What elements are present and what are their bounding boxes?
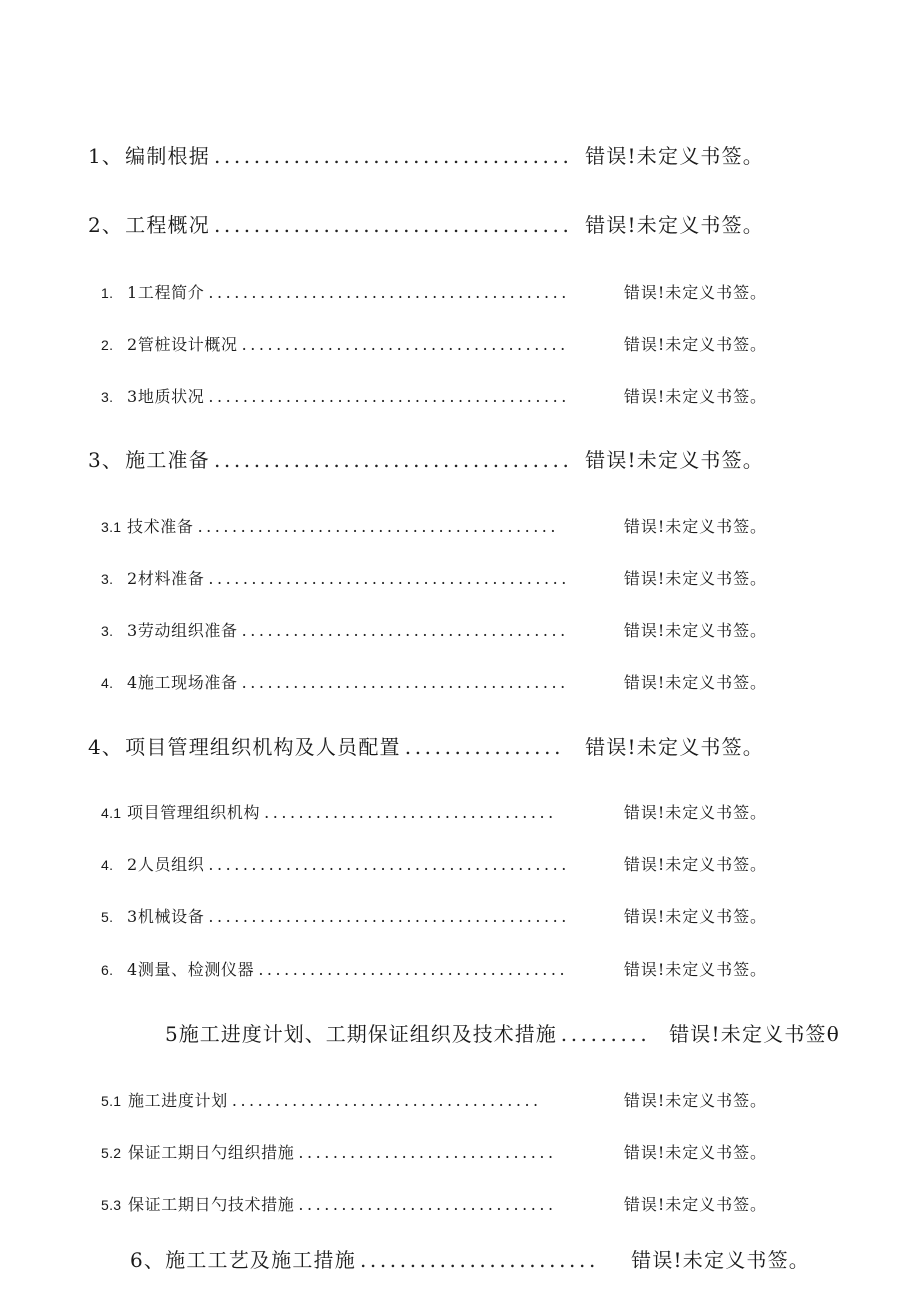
toc-entry-3[interactable]	[88, 444, 764, 473]
toc-entry-4-2[interactable]	[101, 852, 767, 875]
toc-entry-page: 错误!未定义书签。	[623, 517, 767, 536]
toc-entry-number: 3.	[101, 571, 114, 587]
toc-entry-title: 工程概况	[125, 213, 210, 237]
toc-leader-dots: ....................................	[213, 448, 573, 472]
toc-leader-dots: ......................................	[241, 673, 569, 692]
toc-entry-number: 3.	[101, 623, 114, 639]
toc-entry-3-4[interactable]	[101, 670, 767, 693]
toc-entry-title: 保证工期日勺技术措施	[128, 1195, 295, 1214]
toc-entry-page: 错误!未定义书签。	[623, 673, 767, 692]
toc-entry-number: 3.1	[101, 519, 122, 535]
toc-entry-page: 错误!未定义书签。	[623, 387, 767, 406]
toc-entry-title: 保证工期日勺组织措施	[128, 1143, 295, 1162]
toc-entry-number: 4、	[88, 735, 124, 759]
toc-entry-2-2[interactable]	[101, 332, 767, 355]
toc-entry-4-1[interactable]	[101, 800, 767, 823]
toc-entry-title: 项目管理组织机构	[127, 803, 261, 822]
toc-leader-dots: ..................................	[264, 803, 557, 822]
toc-entry-number: 2.	[101, 337, 114, 353]
toc-entry-page: 错误!未定义书签。	[623, 1195, 767, 1214]
toc-entry-page: 错误!未定义书签。	[585, 213, 764, 237]
toc-entry-title: 施工工艺及施工措施	[165, 1248, 356, 1272]
toc-entry-number: 5.	[101, 909, 114, 925]
toc-entry-number: 4.	[101, 857, 114, 873]
toc-entry-page: 错误!未定义书签。	[623, 855, 767, 874]
toc-entry-page: 错误!未定义书签。	[623, 1091, 767, 1110]
toc-entry-title: 4测量、检测仪器	[127, 960, 255, 979]
toc-entry-page: 错误!未定义书签。	[631, 1248, 810, 1272]
toc-entry-page: 错误!未定义书签。	[623, 907, 767, 926]
toc-entry-number: 6.	[101, 962, 114, 978]
toc-entry-5[interactable]	[165, 1018, 840, 1047]
toc-entry-4-3[interactable]	[101, 904, 767, 927]
toc-entry-number: 5.1	[101, 1093, 122, 1109]
toc-entry-4[interactable]	[88, 731, 764, 760]
toc-leader-dots: ..............................	[298, 1143, 557, 1162]
toc-entry-title: 3劳动组织准备	[127, 621, 238, 640]
toc-leader-dots: ....................................	[231, 1091, 542, 1110]
toc-leader-dots: ..........................................	[208, 907, 570, 926]
toc-leader-dots: ..........................................	[208, 387, 570, 406]
toc-entry-page: 错误!未定义书签。	[623, 803, 767, 822]
toc-entry-page: 错误!未定义书签。	[623, 283, 767, 302]
toc-entry-6[interactable]	[130, 1244, 810, 1273]
toc-entry-number: 5.3	[101, 1197, 122, 1213]
toc-leader-dots: ..........................................	[208, 569, 570, 588]
toc-entry-title: 3机械设备	[127, 907, 205, 926]
toc-entry-number: 1.	[101, 285, 114, 301]
toc-entry-title: 施工进度计划、工期保证组织及技术措施	[178, 1022, 557, 1046]
toc-entry-2-3[interactable]	[101, 384, 767, 407]
toc-entry-number: 4.1	[101, 805, 122, 821]
toc-entry-5-3[interactable]	[101, 1192, 767, 1215]
toc-entry-number: 5.2	[101, 1145, 122, 1161]
toc-entry-title: 3地质状况	[127, 387, 205, 406]
toc-entry-number: 6、	[130, 1248, 166, 1272]
toc-entry-title: 技术准备	[127, 517, 194, 536]
toc-leader-dots: ......................................	[241, 335, 569, 354]
toc-leader-dots: ................	[404, 735, 565, 759]
toc-leader-dots: ....................................	[258, 960, 569, 979]
toc-entry-1[interactable]	[88, 140, 764, 169]
toc-leader-dots: ..........................................	[197, 517, 560, 536]
toc-entry-page: 错误!未定义书签。	[585, 735, 764, 759]
toc-entry-title: 施工准备	[125, 448, 210, 472]
toc-entry-title: 编制根据	[125, 144, 210, 168]
toc-entry-page: 错误!未定义书签。	[623, 621, 767, 640]
toc-entry-3-3[interactable]	[101, 618, 767, 641]
toc-entry-page: 错误!未定义书签。	[585, 144, 764, 168]
toc-entry-title: 4施工现场准备	[127, 673, 238, 692]
toc-entry-title: 2人员组织	[127, 855, 205, 874]
toc-leader-dots: ..............................	[298, 1195, 557, 1214]
toc-leader-dots: ....................................	[213, 144, 573, 168]
toc-entry-4-4[interactable]	[101, 957, 767, 980]
toc-entry-number: 3、	[88, 448, 124, 472]
toc-leader-dots: ....................................	[213, 213, 573, 237]
toc-entry-2-1[interactable]	[101, 280, 767, 303]
toc-entry-number: 3.	[101, 389, 114, 405]
toc-leader-dots: .........	[560, 1022, 651, 1046]
toc-entry-title: 1工程简介	[127, 283, 205, 302]
toc-entry-title: 施工进度计划	[128, 1091, 228, 1110]
toc-entry-title: 项目管理组织机构及人员配置	[125, 735, 401, 759]
toc-entry-3-1[interactable]	[101, 514, 767, 537]
toc-entry-number: 2、	[88, 213, 124, 237]
toc-entry-page: 错误!未定义书签。	[623, 960, 767, 979]
toc-entry-3-2[interactable]	[101, 566, 767, 589]
toc-entry-2[interactable]	[88, 209, 764, 238]
toc-entry-page: 错误!未定义书签θ	[669, 1022, 840, 1046]
toc-entry-number: 1、	[88, 144, 124, 168]
toc-entry-5-1[interactable]	[101, 1088, 767, 1111]
toc-entry-page: 错误!未定义书签。	[585, 448, 764, 472]
toc-entry-page: 错误!未定义书签。	[623, 1143, 767, 1162]
toc-leader-dots: ..........................................	[208, 855, 570, 874]
toc-leader-dots: ........................	[359, 1248, 599, 1272]
toc-leader-dots: ......................................	[241, 621, 569, 640]
toc-entry-title: 2管桩设计概况	[127, 335, 238, 354]
toc-entry-title: 2材料准备	[127, 569, 205, 588]
toc-entry-page: 错误!未定义书签。	[623, 569, 767, 588]
toc-entry-page: 错误!未定义书签。	[623, 335, 767, 354]
toc-entry-5-2[interactable]	[101, 1140, 767, 1163]
toc-entry-number: 4.	[101, 675, 114, 691]
toc-leader-dots: ..........................................	[208, 283, 570, 302]
toc-entry-number: 5	[165, 1022, 179, 1046]
